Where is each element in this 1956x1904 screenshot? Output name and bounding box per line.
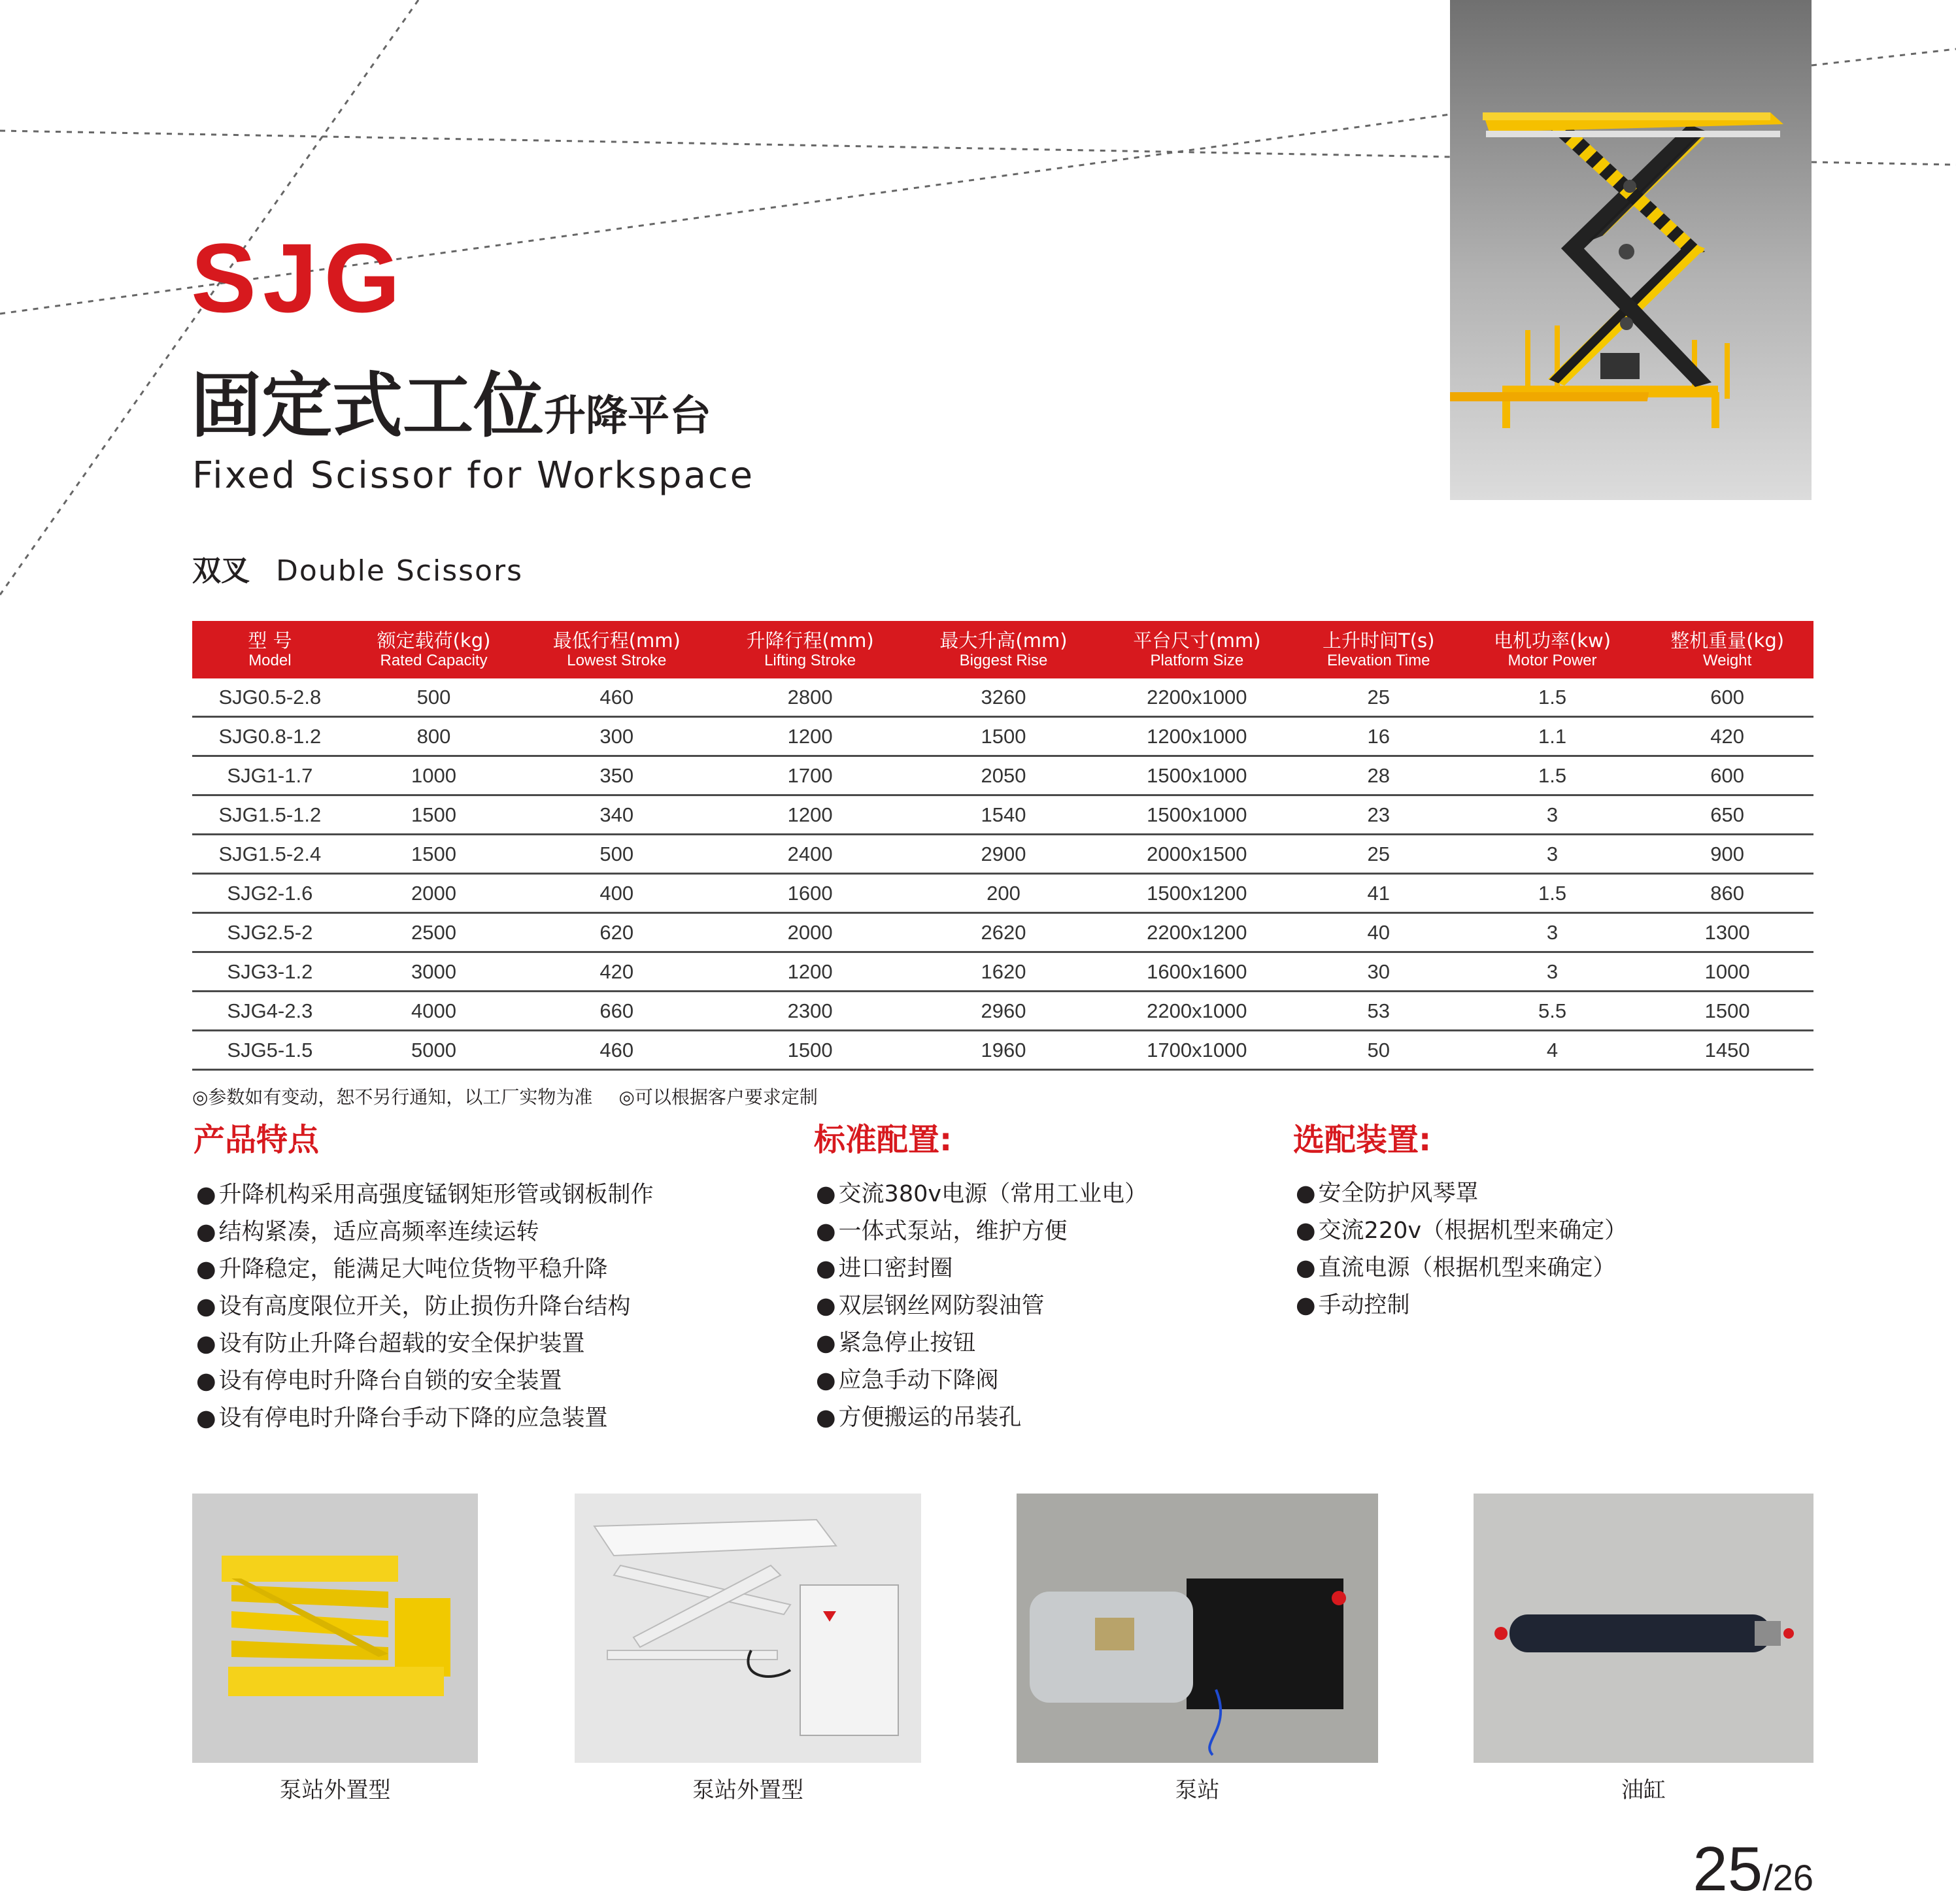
column-header: [1100, 621, 1294, 678]
list-item: ● 升降机构采用高强度锰钢矩形管或钢板制作: [196, 1177, 654, 1214]
column-header-cn: 最低行程(mm): [552, 629, 681, 652]
table-cell: 2400: [713, 835, 907, 874]
column-header-cn: 型 号: [248, 629, 292, 652]
table-cell: 650: [1641, 795, 1813, 835]
list-item: ● 进口密封圈: [816, 1250, 1147, 1288]
table-cell: 1300: [1641, 913, 1813, 952]
page-title-cn: [191, 365, 712, 447]
photo-caption: 油缸: [1621, 1777, 1666, 1803]
table-cell: 4: [1464, 1031, 1642, 1070]
photo-pump-external-white: [575, 1494, 921, 1763]
table-cell: 2620: [907, 913, 1100, 952]
list-item: ● 设有停电时升降台自锁的安全装置: [196, 1363, 654, 1400]
column-header: [1464, 621, 1642, 678]
table-cell: 1540: [907, 795, 1100, 835]
table-cell: 1500: [713, 1031, 907, 1070]
notes: [192, 1088, 844, 1107]
table-cell: 420: [520, 952, 713, 992]
dotted-line: [1812, 49, 1956, 65]
pump-station-illustration: [1017, 1494, 1378, 1763]
list-item: ● 双层钢丝网防裂油管: [816, 1288, 1147, 1325]
list-item: ● 方便搬运的吊装孔: [816, 1399, 1147, 1437]
table-cell: 2000x1500: [1100, 835, 1294, 874]
table-cell: 3: [1464, 795, 1642, 835]
column-header: [1294, 621, 1464, 678]
table-cell: 23: [1294, 795, 1464, 835]
column-header: [348, 621, 520, 678]
column-header: [713, 621, 907, 678]
table-cell: 1500: [348, 795, 520, 835]
column-header-cn: 升降行程(mm): [746, 629, 874, 652]
table-cell: 1.1: [1464, 717, 1642, 756]
scissor-lift-illustration: [1450, 0, 1812, 500]
table-cell: 2500: [348, 913, 520, 952]
column-header-cn: 整机重量(kg): [1670, 629, 1785, 652]
spec-table-body: [192, 678, 1813, 1070]
list-item: ● 交流220v（根据机型来确定）: [1296, 1212, 1627, 1250]
list-item: ● 交流380v电源（常用工业电）: [816, 1176, 1147, 1213]
table-cell: 800: [348, 717, 520, 756]
table-cell: SJG5-1.5: [192, 1031, 348, 1070]
table-cell: 28: [1294, 756, 1464, 795]
list-item: ● 设有防止升降台超载的安全保护装置: [196, 1326, 654, 1363]
table-cell: 1600x1600: [1100, 952, 1294, 992]
table-cell: 2000: [348, 874, 520, 913]
table-cell: 2200x1200: [1100, 913, 1294, 952]
column-header-en: Motor Power: [1508, 652, 1597, 669]
subtitle-cn: 双叉: [192, 554, 250, 588]
dotted-line: [1812, 162, 1956, 165]
table-cell: 1500x1000: [1100, 795, 1294, 835]
table-row: [192, 717, 1813, 756]
photo-oil-cylinder: [1474, 1494, 1813, 1763]
table-cell: 400: [520, 874, 713, 913]
spec-table-header: [192, 621, 1813, 678]
photo-caption: 泵站: [1175, 1777, 1220, 1803]
optional-heading: 选配装置:: [1293, 1122, 1432, 1158]
table-row: [192, 835, 1813, 874]
table-cell: 1500x1000: [1100, 756, 1294, 795]
table-cell: 500: [520, 835, 713, 874]
table-cell: 1700: [713, 756, 907, 795]
table-cell: 2200x1000: [1100, 678, 1294, 717]
list-item: ● 设有高度限位开关，防止损伤升降台结构: [196, 1288, 654, 1326]
table-cell: SJG3-1.2: [192, 952, 348, 992]
table-cell: SJG0.5-2.8: [192, 678, 348, 717]
photo-caption: 泵站外置型: [279, 1777, 391, 1803]
column-header-en: Platform Size: [1150, 652, 1244, 669]
features-heading: 产品特点: [194, 1122, 320, 1158]
column-header-en: Model: [248, 652, 292, 669]
oil-cylinder-illustration: [1474, 1494, 1813, 1763]
column-header-en: Lowest Stroke: [567, 652, 667, 669]
table-cell: 1500x1200: [1100, 874, 1294, 913]
list-item: ● 紧急停止按钮: [816, 1325, 1147, 1362]
table-cell: 4000: [348, 992, 520, 1031]
column-header-en: Weight: [1703, 652, 1752, 669]
table-cell: 1200x1000: [1100, 717, 1294, 756]
table-cell: 1450: [1641, 1031, 1813, 1070]
table-cell: SJG2.5-2: [192, 913, 348, 952]
table-cell: 2900: [907, 835, 1100, 874]
table-row: [192, 952, 1813, 992]
dotted-line: [0, 131, 1450, 157]
features-list: [196, 1177, 654, 1437]
title-sub: 升降平台: [544, 392, 712, 441]
title-main: 固定式工位: [191, 365, 545, 447]
list-item: ● 设有停电时升降台手动下降的应急装置: [196, 1400, 654, 1437]
column-header: [1641, 621, 1813, 678]
table-cell: SJG1.5-2.4: [192, 835, 348, 874]
table-cell: 1.5: [1464, 874, 1642, 913]
table-row: [192, 913, 1813, 952]
column-header-en: Elevation Time: [1327, 652, 1430, 669]
white-lift-illustration: [575, 1494, 921, 1763]
table-cell: 1000: [348, 756, 520, 795]
table-cell: 2300: [713, 992, 907, 1031]
table-cell: 5.5: [1464, 992, 1642, 1031]
table-cell: 1500: [907, 717, 1100, 756]
note-item: ◎参数如有变动，恕不另行通知，以工厂实物为准: [192, 1086, 593, 1108]
column-header-cn: 额定载荷(kg): [377, 629, 491, 652]
table-cell: 1200: [713, 717, 907, 756]
table-cell: SJG1-1.7: [192, 756, 348, 795]
table-cell: SJG4-2.3: [192, 992, 348, 1031]
photo-pump-external-yellow: [192, 1494, 478, 1763]
table-cell: 3: [1464, 913, 1642, 952]
page-total: /26: [1762, 1857, 1813, 1898]
list-item: ● 结构紧凑，适应高频率连续运转: [196, 1214, 654, 1251]
table-cell: 200: [907, 874, 1100, 913]
list-item: ● 安全防护风琴罩: [1296, 1175, 1627, 1212]
table-cell: 1500: [1641, 992, 1813, 1031]
standard-heading: 标准配置:: [814, 1122, 953, 1158]
list-item: ● 升降稳定，能满足大吨位货物平稳升降: [196, 1251, 654, 1288]
table-cell: 1960: [907, 1031, 1100, 1070]
list-item: ● 应急手动下降阀: [816, 1362, 1147, 1399]
table-cell: 2000: [713, 913, 907, 952]
table-cell: 340: [520, 795, 713, 835]
table-cell: 5000: [348, 1031, 520, 1070]
spec-table: [192, 621, 1813, 1071]
table-row: [192, 795, 1813, 835]
table-cell: 660: [520, 992, 713, 1031]
table-cell: 50: [1294, 1031, 1464, 1070]
brand-logo: SJG: [191, 223, 407, 333]
column-header-en: Biggest Rise: [959, 652, 1048, 669]
table-cell: 600: [1641, 678, 1813, 717]
column-header: [192, 621, 348, 678]
page-number: [1693, 1834, 1813, 1904]
table-cell: 30: [1294, 952, 1464, 992]
table-cell: 25: [1294, 678, 1464, 717]
list-item: ● 直流电源（根据机型来确定）: [1296, 1250, 1627, 1287]
table-cell: 600: [1641, 756, 1813, 795]
table-row: [192, 1031, 1813, 1070]
yellow-lift-illustration: [192, 1494, 478, 1763]
table-cell: 460: [520, 1031, 713, 1070]
table-cell: 2800: [713, 678, 907, 717]
table-cell: 350: [520, 756, 713, 795]
optional-list: [1296, 1175, 1627, 1324]
table-cell: 300: [520, 717, 713, 756]
table-cell: SJG1.5-1.2: [192, 795, 348, 835]
list-item: ● 一体式泵站，维护方便: [816, 1213, 1147, 1250]
table-cell: 41: [1294, 874, 1464, 913]
table-cell: 3000: [348, 952, 520, 992]
table-cell: 1000: [1641, 952, 1813, 992]
table-cell: SJG0.8-1.2: [192, 717, 348, 756]
table-cell: 1700x1000: [1100, 1031, 1294, 1070]
table-cell: 460: [520, 678, 713, 717]
table-cell: 900: [1641, 835, 1813, 874]
column-header-cn: 电机功率(kw): [1493, 629, 1611, 652]
note-item: ◎可以根据客户要求定制: [618, 1086, 818, 1108]
table-cell: 1600: [713, 874, 907, 913]
table-cell: 2960: [907, 992, 1100, 1031]
table-cell: 16: [1294, 717, 1464, 756]
table-cell: 420: [1641, 717, 1813, 756]
table-cell: SJG2-1.6: [192, 874, 348, 913]
column-header-cn: 上升时间T(s): [1323, 629, 1435, 652]
page-current: 25: [1693, 1834, 1763, 1904]
table-cell: 1.5: [1464, 756, 1642, 795]
list-item: ● 手动控制: [1296, 1287, 1627, 1324]
column-header-en: Rated Capacity: [380, 652, 488, 669]
table-cell: 3260: [907, 678, 1100, 717]
table-cell: 500: [348, 678, 520, 717]
table-cell: 2050: [907, 756, 1100, 795]
standard-list: [816, 1176, 1147, 1437]
table-cell: 1500: [348, 835, 520, 874]
table-row: [192, 678, 1813, 717]
subtitle-en: Double Scissors: [276, 554, 524, 588]
page-title-en: Fixed Scissor for Workspace: [192, 454, 755, 497]
table-cell: 3: [1464, 952, 1642, 992]
section-subtitle: [192, 554, 524, 588]
table-cell: 1200: [713, 795, 907, 835]
table-row: [192, 992, 1813, 1031]
column-header: [520, 621, 713, 678]
table-row: [192, 874, 1813, 913]
table-cell: 1200: [713, 952, 907, 992]
table-cell: 620: [520, 913, 713, 952]
table-row: [192, 756, 1813, 795]
photo-caption: 泵站外置型: [692, 1777, 803, 1803]
table-cell: 1.5: [1464, 678, 1642, 717]
column-header-cn: 平台尺寸(mm): [1133, 629, 1261, 652]
hero-product-image: [1450, 0, 1812, 500]
table-cell: 3: [1464, 835, 1642, 874]
column-header-cn: 最大升高(mm): [939, 629, 1068, 652]
table-cell: 40: [1294, 913, 1464, 952]
table-cell: 53: [1294, 992, 1464, 1031]
column-header: [907, 621, 1100, 678]
photo-pump-station: [1017, 1494, 1378, 1763]
table-cell: 2200x1000: [1100, 992, 1294, 1031]
header-row: [192, 621, 1813, 678]
table-cell: 25: [1294, 835, 1464, 874]
table-cell: 1620: [907, 952, 1100, 992]
table-cell: 860: [1641, 874, 1813, 913]
column-header-en: Lifting Stroke: [764, 652, 856, 669]
